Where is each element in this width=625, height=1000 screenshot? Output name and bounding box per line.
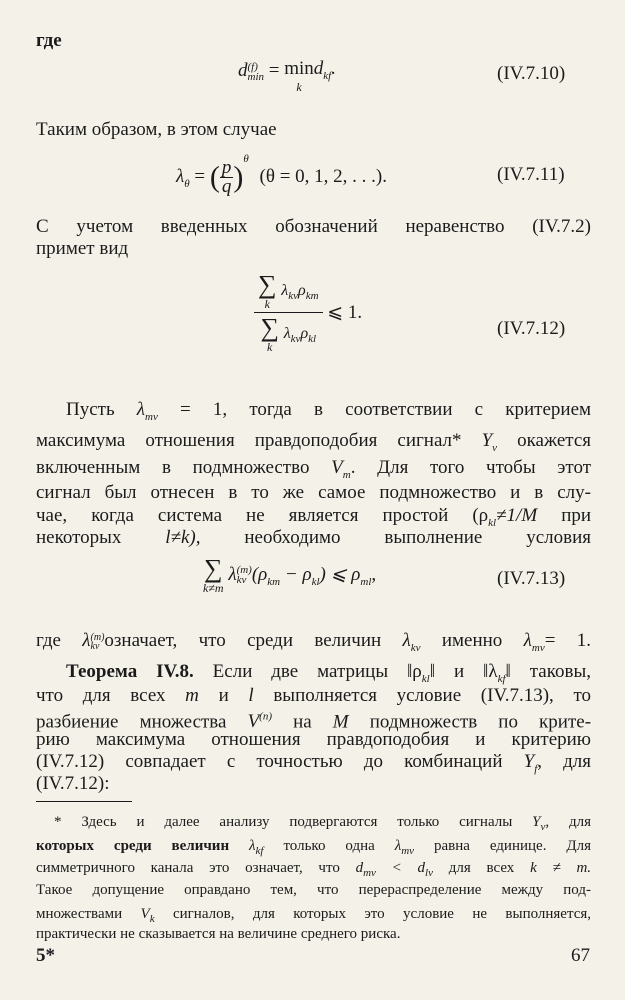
where-meaning-line: где λ (m) kν означает, что среди величин $\lambda_{k\nu}$ именно $\lambda_{m\nu}= 1$. (36, 630, 591, 654)
equation-iv-7-11: $\lambda_\theta$ = ( $\frac{p}{q}$ )$^\theta$ (θ = 0, 1, 2, . . .). (176, 153, 387, 198)
footnote-line-2: которых среди величин $\lambda_{kf}$ только одна $\lambda_{m\nu}$ равна единице. Для (36, 838, 591, 857)
paragraph-2-line-5: чае, когда система не является простой ($\rho_{kl}\ne 1/M$ при (36, 505, 591, 529)
footnote-line-4: Такое допущение оправдано тем, что перераспределение между под- (36, 882, 591, 898)
theorem-line-1: Теорема IV.8. Если две матрицы $‖\rho_{kl}‖$ и $‖\lambda_{kf}‖$ таковы, (66, 661, 591, 685)
footnote-separator (36, 801, 132, 802)
page-number: 67 (571, 945, 590, 966)
paragraph-2-line-6: некоторых l≠k), необходимо выполнение условия (36, 527, 591, 548)
thus-line: Таким образом, в этом случае (36, 119, 277, 140)
equation-number-iv-7-11: (IV.7.11) (497, 164, 565, 185)
equation-iv-7-10: d (f) min = min k $d_{kf}$. (238, 58, 336, 94)
footnote-line-6: практически не сказывается на величине среднего риска. (36, 926, 401, 942)
equation-number-iv-7-12: (IV.7.12) (497, 318, 566, 339)
theorem-line-5: (IV.7.12) совпадает с точностью до комбинаций $Y_f$, для (36, 751, 591, 775)
paragraph-1-line-1: С учетом введенных обозначений неравенство (IV.7.2) (36, 216, 591, 237)
theorem-line-3: разбиение множества $V^{(n)}$ на M подмножеств по крите- (36, 711, 591, 733)
equation-iv-7-12-numerator: ∑ k $\lambda_{k\nu}\rho_{km}$ (254, 272, 323, 313)
theorem-line-6: (IV.7.12): (36, 773, 110, 794)
footnote-line-1: * Здесь и далее анализу подвергаются только сигналы $Y_\nu$, для (54, 814, 591, 833)
paragraph-2-line-4: сигнал был отнесен в то же самое подмножество и в слу- (36, 482, 591, 503)
theorem-line-2: что для всех m и l выполняется условие (IV.7.13), то (36, 685, 591, 706)
paragraph-2-line-2: максимума отношения правдоподобия сигнал* $Y_\nu$ окажется (36, 430, 591, 454)
equation-iv-7-12: ∑ k $\lambda_{k\nu}\rho_{km}$ ∑ k $\lambda_{k\nu}\rho_{kl}$ ⩽ 1. (254, 272, 362, 353)
equation-iv-7-13: ∑ k≠m λ (m) kν $(\rho_{km} - \rho_{kl})$ ⩽ $\rho_{ml}$, (203, 554, 377, 595)
theorem-line-4: рию максимума отношения правдоподобия и критерию (36, 729, 591, 750)
footnote-line-5: множествами $V_k$ сигналов, для которых это условие не выполняется, (36, 906, 591, 925)
signature-mark: 5* (36, 945, 55, 966)
paragraph-2-line-1: Пусть $\lambda_{m\nu} = 1$, тогда в соответствии с критерием (66, 399, 591, 423)
equation-number-iv-7-13: (IV.7.13) (497, 568, 566, 589)
where-word: где (36, 30, 62, 51)
footnote-line-3: симметричного канала это означает, что $d_{m\nu} < d_{l\nu}$ для всех k ≠ m. (36, 860, 591, 879)
equation-number-iv-7-10: (IV.7.10) (497, 63, 566, 84)
equation-iv-7-12-denominator: ∑ k $\lambda_{k\nu}\rho_{kl}$ (260, 313, 317, 354)
paragraph-1-line-2: примет вид (36, 238, 129, 259)
paragraph-2-line-3: включенным в подмножество $V_m$. Для того чтобы этот (36, 457, 591, 481)
